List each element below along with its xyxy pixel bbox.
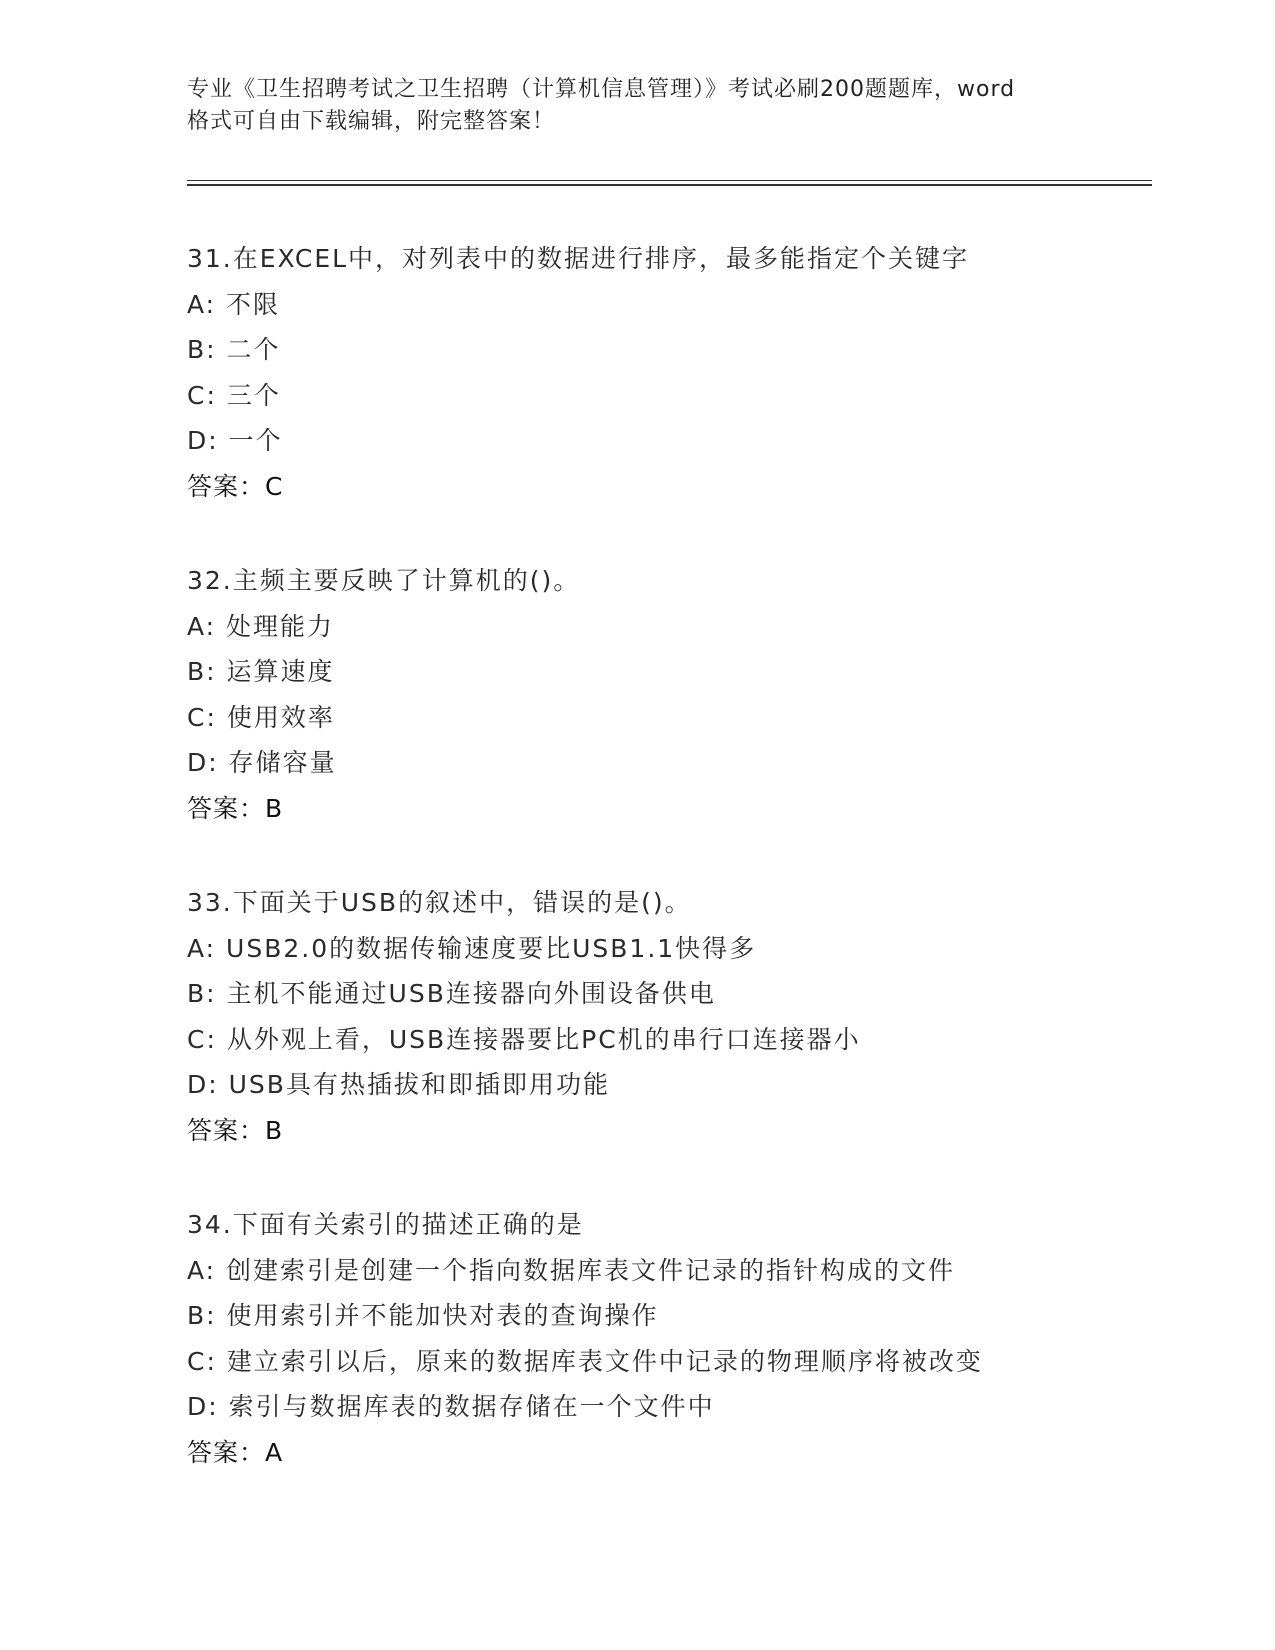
header-divider-thin	[187, 180, 1152, 181]
option-c: C: 三个	[187, 380, 281, 410]
answer-line: 答案：B	[187, 1115, 284, 1145]
question-34	[187, 1202, 1147, 1475]
header-line-2: 格式可自由下载编辑，附完整答案！	[187, 109, 556, 134]
question-stem: 31.在EXCEL中，对列表中的数据进行排序，最多能指定个关键字	[187, 244, 970, 273]
question-stem: 34.下面有关索引的描述正确的是	[187, 1210, 584, 1239]
option-b: B: 使用索引并不能加快对表的查询操作	[187, 1301, 659, 1330]
question-31	[187, 236, 1147, 509]
header-divider-thick	[187, 184, 1152, 186]
answer-line: 答案：B	[187, 793, 284, 823]
answer-line: 答案：A	[187, 1437, 284, 1467]
option-a: A: 创建索引是创建一个指向数据库表文件记录的指针构成的文件	[187, 1255, 956, 1285]
question-32	[187, 558, 1147, 831]
question-list	[187, 236, 1147, 1524]
option-c: C: 从外观上看，USB连接器要比PC机的串行口连接器小	[187, 1024, 861, 1054]
option-c: C: 使用效率	[187, 702, 335, 732]
option-c: C: 建立索引以后，原来的数据库表文件中记录的物理顺序将被改变	[187, 1346, 983, 1376]
option-b: B: 主机不能通过USB连接器向外围设备供电	[187, 979, 716, 1008]
option-a: A: 处理能力	[187, 611, 335, 641]
question-stem: 33.下面关于USB的叙述中，错误的是()。	[187, 888, 692, 917]
option-b: B: 二个	[187, 335, 281, 364]
option-d: D: 索引与数据库表的数据存储在一个文件中	[187, 1392, 715, 1421]
option-b: B: 运算速度	[187, 657, 335, 686]
header-line-1: 专业《卫生招聘考试之卫生招聘（计算机信息管理）》考试必刷200题题库，word	[187, 77, 1016, 102]
answer-line: 答案：C	[187, 471, 284, 501]
question-stem: 32.主频主要反映了计算机的()。	[187, 566, 581, 595]
question-33	[187, 880, 1147, 1153]
option-d: D: 一个	[187, 426, 283, 455]
option-d: D: 存储容量	[187, 748, 337, 777]
option-a: A: 不限	[187, 289, 281, 319]
option-d: D: USB具有热插拔和即插即用功能	[187, 1070, 610, 1099]
option-a: A: USB2.0的数据传输速度要比USB1.1快得多	[187, 933, 757, 963]
document-header	[187, 74, 1087, 138]
